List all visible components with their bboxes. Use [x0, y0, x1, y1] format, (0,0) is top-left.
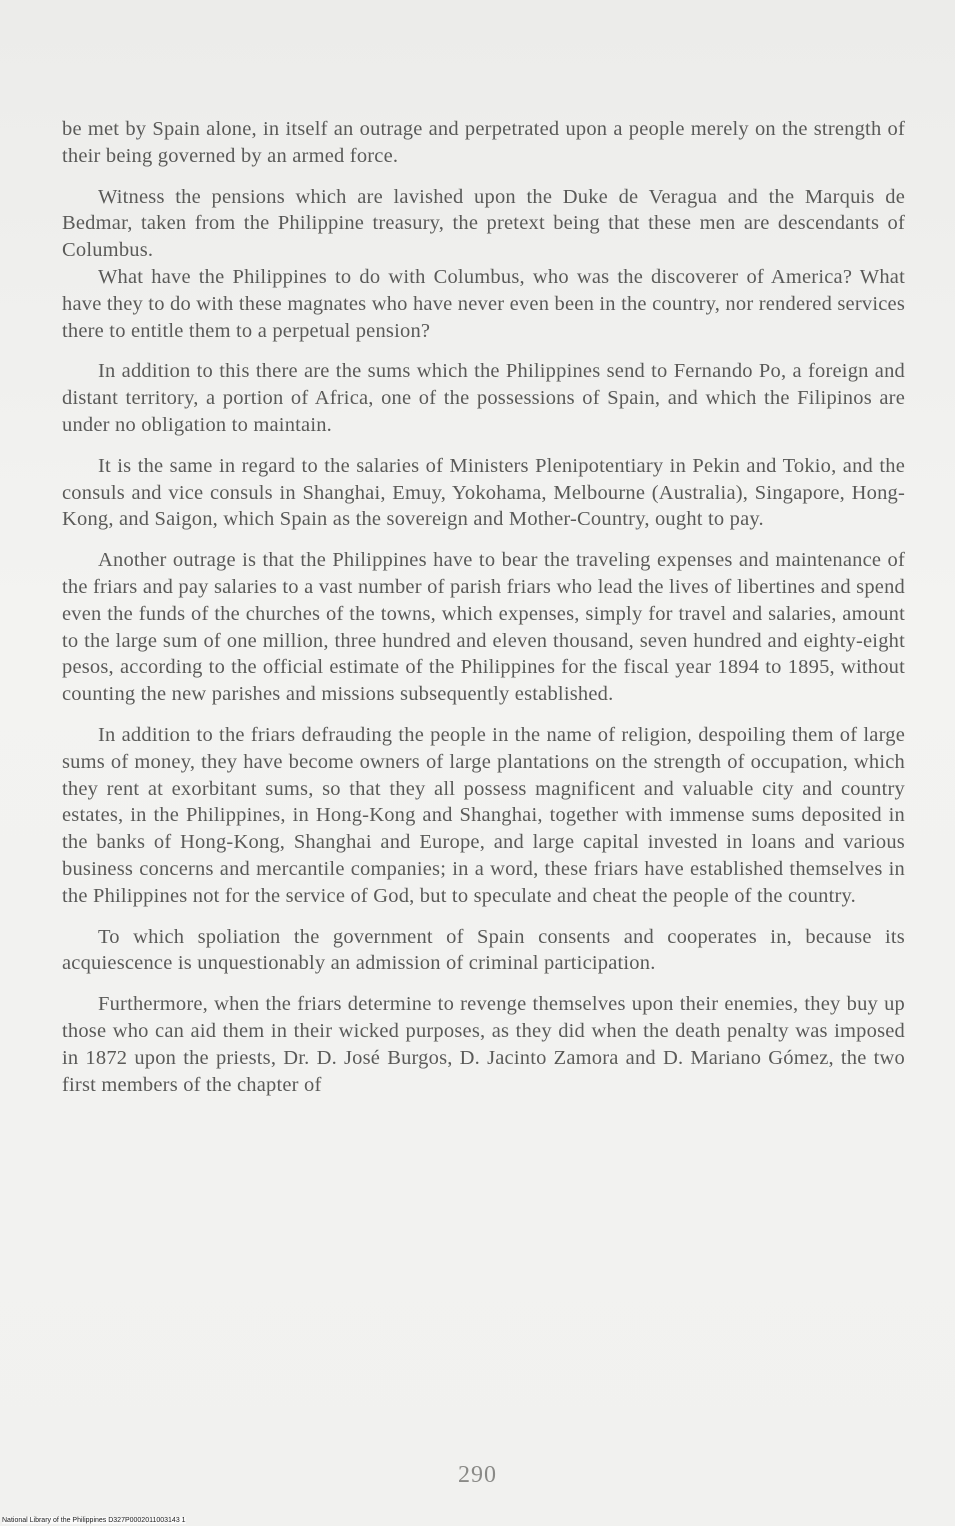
body-text — [62, 116, 905, 1112]
paragraph-3: What have the Philippines to do with Columbus, who was the discoverer of America? What have they to do with these magnates who have never even been in the country, nor rendered services there to entitle them to a perpetual pension? — [62, 265, 905, 342]
paragraph-6: Another outrage is that the Philippines have to bear the traveling expenses and maintenance of the friars and pay salaries to a vast number of parish friars who lead the lives of libertines and spend even the funds of the churches of the towns, which expenses, simply for travel and salaries, amount to the large sum of one million, three hundred and eleven thousand, seven hundred and eighty-eight pesos, according to the official estimate of the Philippines for the fiscal year 1894 to 1895, without counting the new parishes and missions subsequently established. — [62, 549, 905, 706]
paragraph-1: be met by Spain alone, in itself an outrage and perpetrated upon a people merely on the strength of their being governed by an armed force. — [62, 118, 905, 167]
page-number: 290 — [458, 1462, 497, 1488]
paragraph-2: Witness the pensions which are lavished upon the Duke de Veragua and the Marquis de Bedmar, taken from the Philippine treasury, the pretext being that these men are descendants of Columbus. — [62, 185, 905, 262]
paragraph-5: It is the same in regard to the salaries of Ministers Plenipotentiary in Pekin and Tokio, and the consuls and vice consuls in Shanghai, Emuy, Yokohama, Melbourne (Australia), Singapore, Hong-Kong, and Saigon, which Spain as the sovereign and Mother-Country, ought to pay. — [62, 454, 905, 531]
footer-credit: National Library of the Philippines D327P0002011003143 1 — [2, 1517, 186, 1524]
paragraph-8: To which spoliation the government of Spain consents and cooperates in, because its acquiescence is unquestionably an admission of criminal participation. — [62, 925, 905, 975]
paragraph-9: Furthermore, when the friars determine to revenge themselves upon their enemies, they buy up those who can aid them in their wicked purposes, as they did when the death penalty was imposed in 1872 upon the priests, Dr. D. José Burgos, D. Jacinto Zamora and D. Mariano Gómez, the two first members of the chapter of — [62, 993, 905, 1096]
paragraph-4: In addition to this there are the sums which the Philippines send to Fernando Po, a foreign and distant territory, a portion of Africa, one of the possessions of Spain, and which the Filipinos are under no obligation to maintain. — [62, 360, 905, 436]
paragraph-7: In addition to the friars defrauding the people in the name of religion, despoiling them of large sums of money, they have become owners of large plantations on the strength of occupation, which they rent at exorbitant sums, so that they all possess magnificent and valuable city and country estates, in the Philippines, in Hong-Kong and Shanghai, together with immense sums deposited in the banks of Hong-Kong, Shanghai and Europe, and large capital invested in loans and various business concerns and mercantile companies; in a word, these friars have established themselves in the Philippines not for the service of God, but to speculate and cheat the people of the country. — [62, 723, 905, 907]
